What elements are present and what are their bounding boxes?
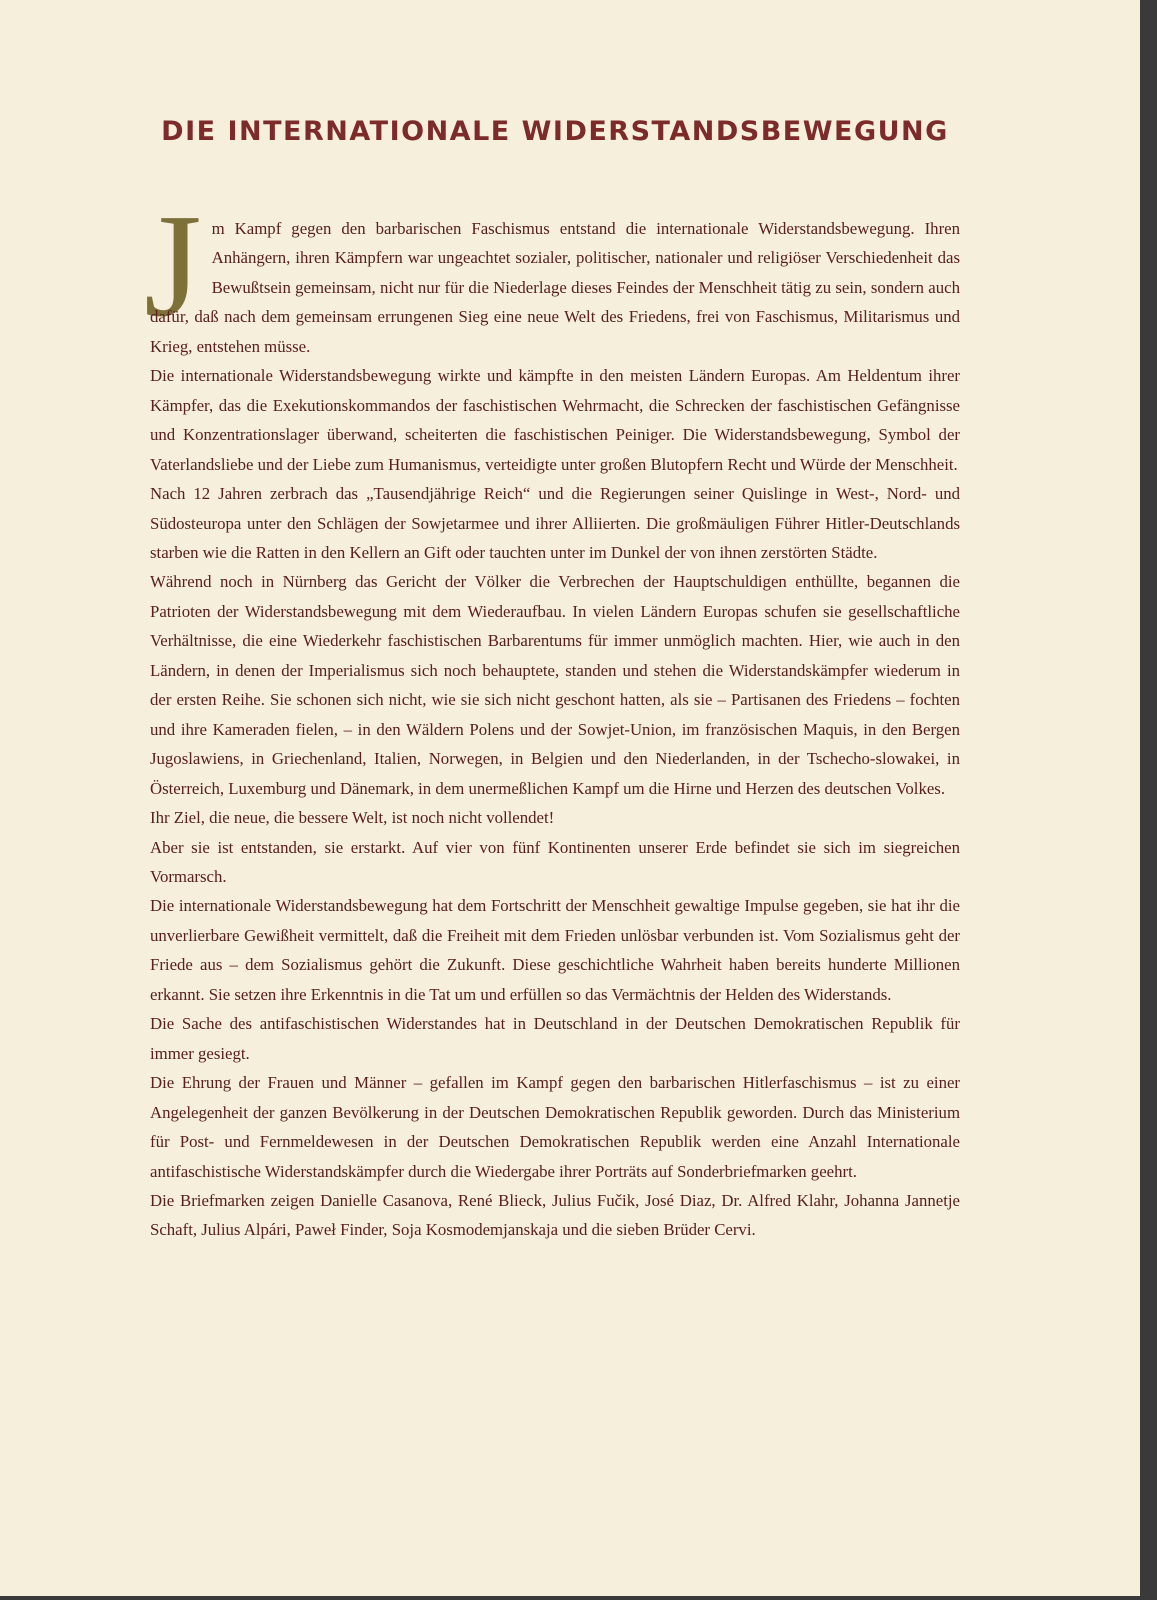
paragraph-8: Die Sache des antifaschistischen Widerstandes hat in Deutschland in der Deutschen Demokratischen Republik für immer gesiegt.	[150, 1014, 960, 1063]
scan-edge-right	[1140, 0, 1157, 1600]
paragraph-4: Während noch in Nürnberg das Gericht der Völker die Verbrechen der Hauptschuldigen enthüllte, begannen die Patrioten der Widerstandsbewegung mit dem Wiederaufbau. In vielen Ländern Europas schufen sie gesellschaftliche Verhältnisse, die eine Wiederkehr faschistischen Barbarentums für immer unmöglich machten. Hier, wie auch in den Ländern, in denen der Imperialismus sich noch behauptete, standen und stehen die Widerstandskämpfer wiederum in der ersten Reihe. Sie schonen sich nicht, wie sie sich nicht geschont hatten, als sie – Partisanen des Friedens – fochten und ihre Kameraden fielen, – in den Wäldern Polens und der Sowjet-Union, im französischen Maquis, in den Bergen Jugoslawiens, in Griechenland, Italien, Norwegen, in Belgien und den Niederlanden, in der Tschecho-slowakei, in Österreich, Luxemburg und Dänemark, in dem unermeßlichen Kampf um die Hirne und Herzen des deutschen Volkes.	[150, 572, 960, 798]
paragraph-9: Die Ehrung der Frauen und Männer – gefallen im Kampf gegen den barbarischen Hitlerfaschismus – ist zu einer Angelegenheit der ganzen Bevölkerung in der Deutschen Demokratischen Republik geworden. Durch das Ministerium für Post- und Fernmeldewesen in der Deutschen Demokratischen Republik werden eine Anzahl Internationale antifaschistische Widerstandskämpfer durch die Wiedergabe ihrer Porträts auf Sonderbriefmarken geehrt.	[150, 1073, 960, 1181]
scan-edge-bottom	[0, 1596, 1157, 1600]
paragraph-5: Ihr Ziel, die neue, die bessere Welt, ist noch nicht vollendet!	[150, 808, 555, 828]
page-title: DIE INTERNATIONALE WIDERSTANDSBEWEGUNG	[161, 116, 949, 147]
paragraph-2: Die internationale Widerstandsbewegung wirkte und kämpfte in den meisten Ländern Europas. Am Heldentum ihrer Kämpfer, das die Exekutionskommandos der faschistischen Wehrmacht, die Schrecken der faschistischen Gefängnisse und Konzentrationslager überwand, scheiterten die faschistischen Peiniger. Die Widerstandsbewegung, Symbol der Vaterlandsliebe und der Liebe zum Humanismus, verteidigte unter großen Blutopfern Recht und Würde der Menschheit.	[150, 366, 960, 474]
paragraph-1	[144, 184, 960, 361]
paragraph-6: Aber sie ist entstanden, sie erstarkt. Auf vier von fünf Kontinenten unserer Erde befindet sie sich im siegreichen Vormarsch.	[150, 837, 960, 886]
paragraph-7: Die internationale Widerstandsbewegung hat dem Fortschritt der Menschheit gewaltige Impulse gegeben, sie hat ihr die unverlierbare Gewißheit vermittelt, daß die Freiheit mit dem Frieden unlösbar verbunden ist. Vom Sozialismus geht der Friede aus – dem Sozialismus gehört die Zukunft. Diese geschichtliche Wahrheit haben bereits hunderte Millionen erkannt. Sie setzen ihre Erkenntnis in die Tat um und erfüllen so das Vermächtnis der Helden des Widerstands.	[150, 896, 960, 1004]
paragraph-10: Die Briefmarken zeigen Danielle Casanova, René Blieck, Julius Fučik, José Diaz, Dr. Alfred Klahr, Johanna Jannetje Schaft, Julius Alpári, Paweł Finder, Soja Kosmodemjanskaja und die sieben Brüder Cervi.	[150, 1190, 960, 1240]
body-text	[144, 184, 960, 1245]
drop-cap: J	[144, 184, 202, 348]
paragraph-1-text: m Kampf gegen den barbarischen Faschismus entstand die internationale Widerstandsbewegung. Ihren Anhängern, ihren Kämpfern war ungeachtet sozialer, politischer, nationaler und religiöser Verschiedenheit das Bewußtsein gemeinsam, nicht nur für die Niederlage dieses Feindes der Menschheit tätig zu sein, sondern auch dafür, daß nach dem gemeinsam errungenen Sieg eine neue Welt des Friedens, frei von Faschismus, Militarismus und Krieg, entstehen müsse.	[150, 219, 960, 356]
paragraph-3: Nach 12 Jahren zerbrach das „Tausendjährige Reich“ und die Regierungen seiner Quislinge in West-, Nord- und Südosteuropa unter den Schlägen der Sowjetarmee und ihrer Alliierten. Die großmäuligen Führer Hitler-Deutschlands starben wie die Ratten in den Kellern an Gift oder tauchten unter im Dunkel der von ihnen zerstörten Städte.	[150, 484, 960, 562]
